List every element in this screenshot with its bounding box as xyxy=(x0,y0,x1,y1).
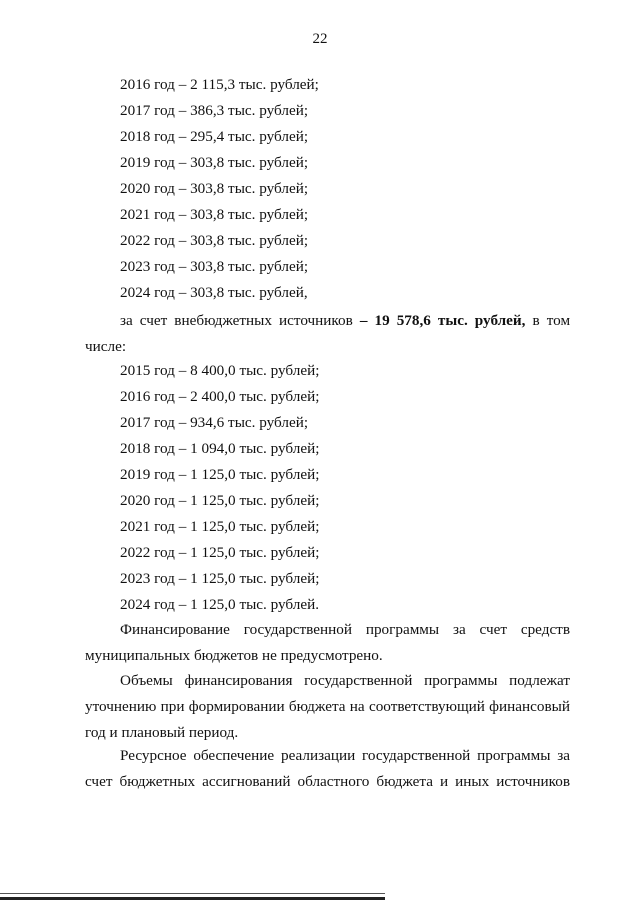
list-item: 2019 год – 303,8 тыс. рублей; xyxy=(120,154,309,171)
word: в xyxy=(532,312,540,329)
extrabudget-paragraph xyxy=(85,308,570,360)
list-item: 2024 год – 303,8 тыс. рублей, xyxy=(120,284,308,301)
list-item: 2022 год – 303,8 тыс. рублей; xyxy=(120,232,309,249)
funding-list-extrabudget xyxy=(120,362,319,622)
list-item: 2023 год – 303,8 тыс. рублей; xyxy=(120,258,309,275)
list-item: 2016 год – 2 400,0 тыс. рублей; xyxy=(120,388,320,405)
paragraph-line: уточнению при формировании бюджета на соответствующий финансовый xyxy=(85,698,570,715)
paragraph-line: Ресурсное обеспечение реализации государственной программы за xyxy=(120,747,570,764)
scan-edge-line xyxy=(0,893,385,894)
list-item: 2017 год – 386,3 тыс. рублей; xyxy=(120,102,309,119)
funding-adjustment-paragraph xyxy=(85,668,570,746)
paragraph-line: счет бюджетных ассигнований областного бюджета и иных источников xyxy=(85,773,570,790)
list-item: 2020 год – 303,8 тыс. рублей; xyxy=(120,180,309,197)
list-item: 2017 год – 934,6 тыс. рублей; xyxy=(120,414,309,431)
paragraph-line: Объемы финансирования государственной программы подлежат xyxy=(120,672,570,689)
list-item: 2023 год – 1 125,0 тыс. рублей; xyxy=(120,570,320,587)
paragraph-line: муниципальных бюджетов не предусмотрено. xyxy=(85,647,383,664)
municipal-funding-paragraph xyxy=(85,617,570,669)
list-item: 2016 год – 2 115,3 тыс. рублей; xyxy=(120,76,319,93)
list-item: 2018 год – 295,4 тыс. рублей; xyxy=(120,128,309,145)
word: внебюджетных xyxy=(174,312,272,329)
extrabudget-total: 19 578,6 тыс. рублей, xyxy=(374,312,526,329)
list-item: 2020 год – 1 125,0 тыс. рублей; xyxy=(120,492,320,509)
word: источников xyxy=(279,312,353,329)
scan-edge-line xyxy=(0,897,385,900)
paragraph-line: Финансирование государственной программы за счет средств xyxy=(120,621,570,638)
dash: – xyxy=(359,312,368,329)
list-item: 2024 год – 1 125,0 тыс. рублей. xyxy=(120,596,320,613)
funding-list-regional xyxy=(120,76,319,310)
word: том xyxy=(546,312,571,329)
word: счет xyxy=(139,312,168,329)
list-item: 2022 год – 1 125,0 тыс. рублей; xyxy=(120,544,320,561)
extrabudget-line-1 xyxy=(85,308,570,334)
list-item: 2021 год – 303,8 тыс. рублей; xyxy=(120,206,309,223)
paragraph-line: год и плановый период. xyxy=(85,724,239,741)
word: за xyxy=(120,312,133,329)
list-item: 2015 год – 8 400,0 тыс. рублей; xyxy=(120,362,320,379)
list-item: 2018 год – 1 094,0 тыс. рублей; xyxy=(120,440,320,457)
list-item: 2019 год – 1 125,0 тыс. рублей; xyxy=(120,466,320,483)
page-number: 22 xyxy=(312,31,328,47)
resource-provision-paragraph xyxy=(85,743,570,795)
extrabudget-line-2: числе: xyxy=(85,338,127,355)
list-item: 2021 год – 1 125,0 тыс. рублей; xyxy=(120,518,320,535)
